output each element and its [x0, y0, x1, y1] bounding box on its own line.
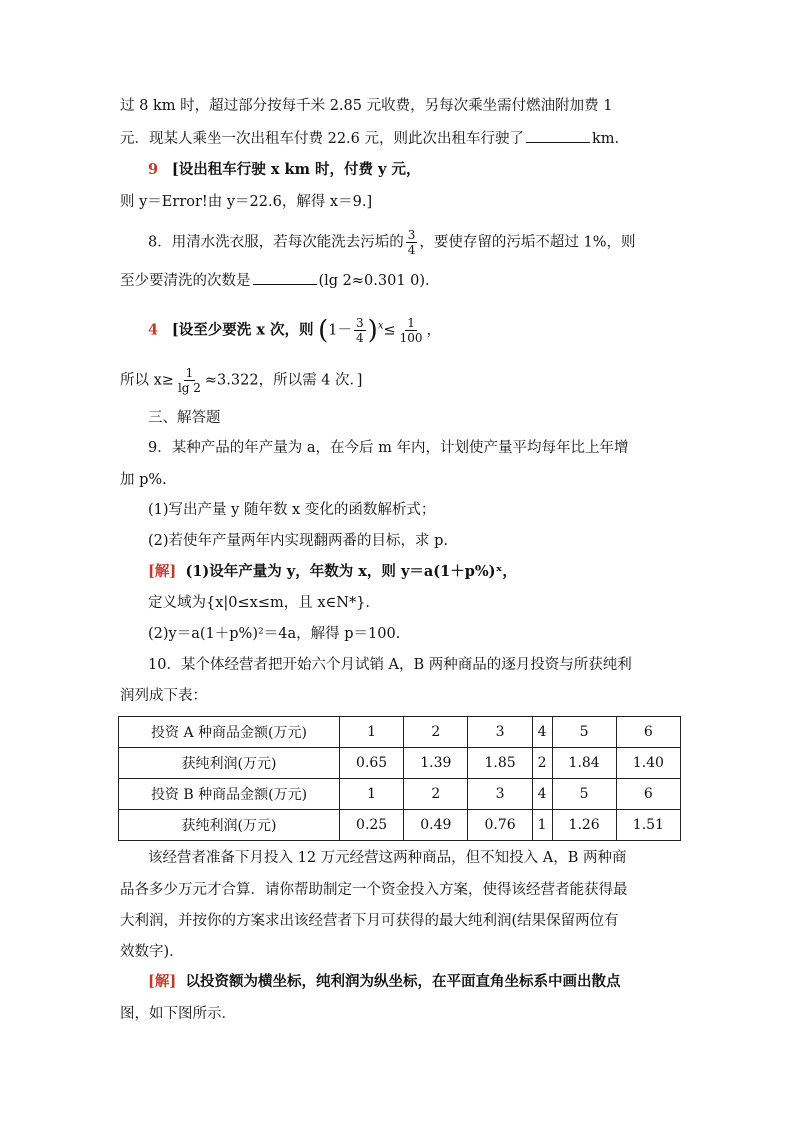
- q10-solution-line1: [148, 972, 620, 992]
- table-row: [119, 779, 681, 810]
- q8-sol-fraction: [354, 316, 366, 345]
- table-cell: 获纯利润(万元): [119, 810, 340, 841]
- fraction-denominator: 4: [407, 243, 416, 257]
- q7-text-line2: [120, 128, 619, 149]
- table-cell: 1.39: [404, 748, 468, 779]
- q7-unit: km.: [592, 131, 620, 147]
- q7-answer: 9: [148, 161, 159, 178]
- right-paren: ): [367, 315, 378, 346]
- table-cell: 0.65: [340, 748, 404, 779]
- q8-rhs-fraction: [398, 316, 425, 345]
- solution-label: [解]: [148, 563, 177, 580]
- table-cell: 2: [404, 779, 468, 810]
- fraction-numerator: 1: [185, 366, 194, 380]
- q10-text-line3: 该经营者准备下月投入 12 万元经营这两种商品，但不知投入 A，B 两种商: [148, 850, 627, 866]
- leq-sign: ≤: [383, 322, 396, 339]
- q8-solution-text: [设至少要洗 x 次，则: [171, 321, 314, 339]
- table-cell: 1.26: [552, 810, 616, 841]
- table-cell: 3: [468, 779, 532, 810]
- table-cell: 1.51: [616, 810, 680, 841]
- solution-label: [解]: [148, 973, 177, 990]
- table-row: [119, 810, 681, 841]
- left-paren: (: [318, 315, 329, 346]
- table-row: [119, 748, 681, 779]
- table-cell: 5: [552, 779, 616, 810]
- exponent: x: [377, 320, 384, 332]
- q7-answer-blank: [526, 128, 590, 143]
- table-cell: 投资 A 种商品金额(万元): [119, 717, 340, 748]
- q8-sol2-fraction: [176, 366, 203, 395]
- table-cell: 1: [340, 779, 404, 810]
- q8-fraction: [406, 228, 418, 257]
- q8-answer: 4: [148, 321, 159, 339]
- table-cell: 5: [552, 717, 616, 748]
- q9-solution-text: (1)设年产量为 y，年数为 x，则 y＝a(1＋p%)ˣ，: [185, 563, 517, 580]
- q9-text-line2: 加 p%.: [120, 472, 167, 488]
- q8-text-line2: [120, 270, 440, 291]
- q7-solution-line1: [148, 160, 420, 180]
- fraction-denominator: 100: [399, 331, 423, 345]
- q7-solution-text: [设出租车行驶 x km 时，付费 y 元，: [171, 161, 421, 178]
- table-cell: 0.49: [404, 810, 468, 841]
- q8-answer-blank: [253, 270, 317, 285]
- table-cell: 1.85: [468, 748, 532, 779]
- q10-text-line5: 大利润，并按你的方案求出该经营者下月可获得的最大纯利润(结果保留两位有: [120, 913, 619, 929]
- comma: ，: [426, 322, 442, 339]
- q8-solution-line1: [148, 316, 441, 345]
- table-cell: 1.84: [552, 748, 616, 779]
- q9-part1: (1)写出产量 y 随年数 x 变化的函数解析式；: [148, 502, 436, 518]
- table-cell: 投资 B 种商品金额(万元): [119, 779, 340, 810]
- section-heading: 三、解答题: [148, 410, 221, 426]
- one-minus: 1－: [328, 322, 353, 339]
- table-cell: 3: [468, 717, 532, 748]
- q10-text-line2: 润列成下表：: [120, 688, 207, 704]
- q9-solution-line2: 定义域为{x|0≤x≤m，且 x∈N*}．: [148, 595, 380, 611]
- q9-solution-line3: (2)y＝a(1＋p%)²＝4a，解得 p＝100.: [148, 626, 401, 642]
- q9-text-line1: 9．某种产品的年产量为 a，在今后 m 年内，计划使产量平均每年比上年增: [148, 440, 629, 456]
- q10-solution-text: 以投资额为横坐标，纯利润为纵坐标，在平面直角坐标系中画出散点: [185, 973, 621, 990]
- q8-hint: (lg 2≈0.301 0)．: [318, 273, 440, 289]
- table-cell: 0.25: [340, 810, 404, 841]
- q8-text-line1: [148, 228, 636, 257]
- table-cell: 0.76: [468, 810, 532, 841]
- q10-text-line6: 效数字)．: [120, 944, 184, 960]
- q8-text-cont: ，要使存留的污垢不超过 1%，则: [419, 234, 636, 251]
- q9-part2: (2)若使年产量两年内实现翻两番的目标，求 p.: [148, 533, 449, 549]
- q10-text-line1: 10．某个体经营者把开始六个月试销 A，B 两种商品的逐月投资与所获纯利: [148, 657, 632, 673]
- q10-solution-line2: 图，如下图所示．: [120, 1006, 236, 1022]
- table-cell: 1.40: [616, 748, 680, 779]
- table-cell: 6: [616, 717, 680, 748]
- investment-profit-table: [118, 716, 681, 841]
- q8-solution-line2: [120, 366, 362, 395]
- table-cell: 4: [532, 717, 552, 748]
- table-row: [119, 717, 681, 748]
- q9-solution-line1: [148, 562, 517, 582]
- table-cell: 获纯利润(万元): [119, 748, 340, 779]
- table-cell: 2: [532, 748, 552, 779]
- q7-text: 元．现某人乘坐一次出租车付费 22.6 元，则此次出租车行驶了: [120, 131, 525, 147]
- q8-solution-text: 所以 x≥: [120, 372, 174, 389]
- fraction-numerator: 1: [407, 316, 415, 330]
- table-cell: 1: [532, 810, 552, 841]
- fraction-numerator: 3: [356, 316, 364, 330]
- fraction-denominator: 4: [356, 331, 364, 345]
- q7-text-line1: 过 8 km 时，超过部分按每千米 2.85 元收费，另每次乘坐需付燃油附加费 1: [120, 98, 613, 114]
- table-cell: 6: [616, 779, 680, 810]
- q8-text: 至少要清洗的次数是: [120, 273, 251, 289]
- fraction-numerator: 3: [407, 228, 416, 242]
- q8-text: 8．用清水洗衣服，若每次能洗去污垢的: [148, 234, 404, 251]
- table-cell: 2: [404, 717, 468, 748]
- fraction-denominator: lg 2: [177, 381, 201, 395]
- q7-solution-line2: 则 y＝Error!由 y＝22.6，解得 x＝9.]: [120, 194, 373, 210]
- q8-solution-text-cont: ≈3.322，所以需 4 次．]: [204, 372, 363, 389]
- table-cell: 4: [532, 779, 552, 810]
- table-cell: 1: [340, 717, 404, 748]
- q10-text-line4: 品各多少万元才合算．请你帮助制定一个资金投入方案，使得该经营者能获得最: [120, 882, 628, 898]
